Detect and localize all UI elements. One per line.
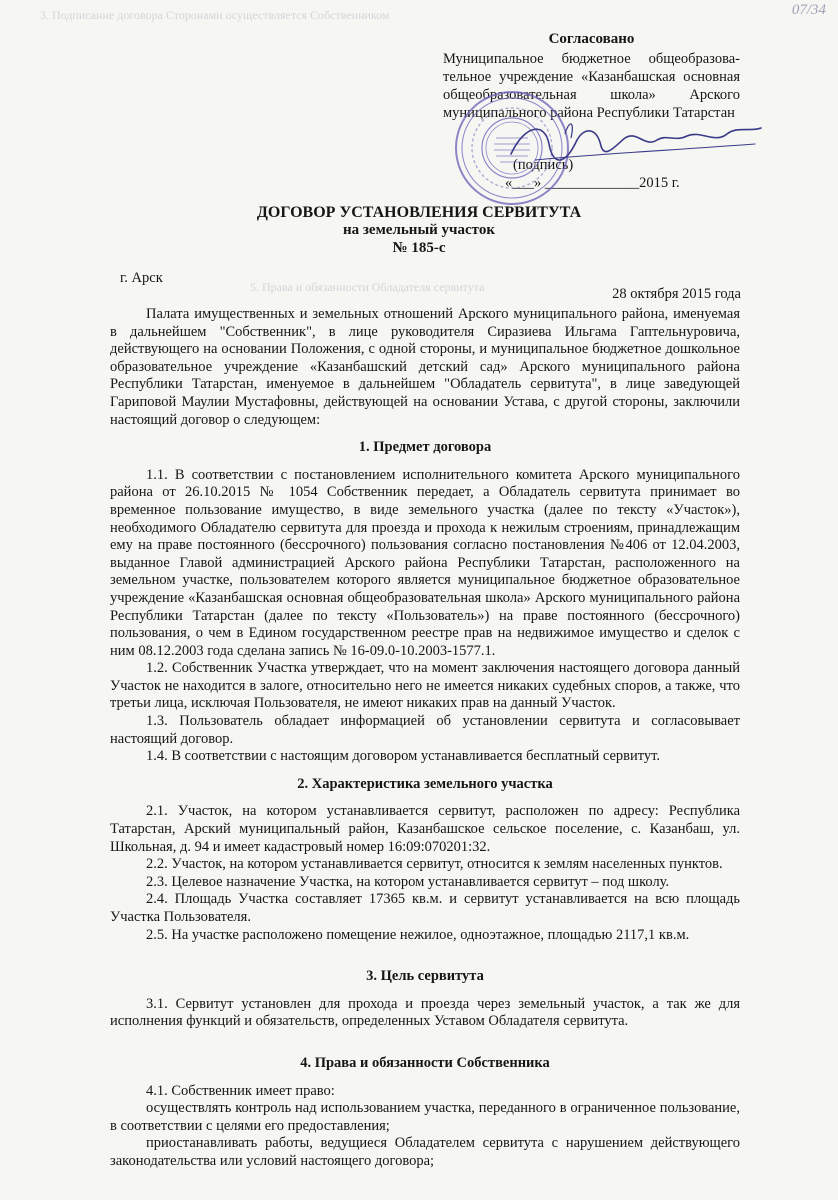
document-number: № 185-с — [392, 240, 446, 256]
section-title: 2. Характеристика земельного участка — [297, 775, 553, 792]
clause-paragraph: 2.5. На участке расположено помещение нежилое, одноэтажное, площадью 2117,1 кв.м. — [146, 926, 690, 943]
document-subtitle: на земельный участок — [343, 222, 495, 238]
clause-paragraph: 2.4. Площадь Участка составляет 17365 кв.м. и сервитут устанавливается на всю площадь Участка Пользователя. — [110, 891, 740, 925]
approval-title: Согласовано — [548, 31, 635, 47]
handwritten-signature — [505, 114, 765, 174]
section-title: 3. Цель сервитута — [366, 968, 484, 985]
clause-paragraph: 1.3. Пользователь обладает информацией об установлении сервитута и согласовывает настоящий договор. — [110, 713, 740, 747]
clause-paragraph: осуществлять контроль над использованием участка, переданного в ограниченное пользование, в соответствии с целями его предоставления; — [110, 1100, 740, 1134]
approval-date-line: «___» _____________2015 г. — [505, 175, 680, 191]
section-title: 1. Предмет договора — [358, 439, 492, 456]
place-of-signing: г. Арск — [120, 270, 163, 286]
document-body — [110, 306, 740, 1171]
clause-paragraph: 2.1. Участок, на котором устанавливается сервитут, расположен по адресу: Республика Татарстан, Арский муниципальный район, Казанбашское сельское поселение, с. Казанбаш, ул. Школьная, д. 94 и имеет кадастровый номер 16:09:070201:32. — [110, 803, 740, 855]
corner-handwritten-note: 07/34 — [791, 2, 826, 18]
intro-paragraph: Палата имущественных и земельных отношений Арского муниципального района, именуемая в дальнейшем "Собственник", в лице руководителя Сиразиева Ильгама Гаптельнуровича, действующего на основании Положения, с одной стороны, и муниципальное бюджетное дошкольное образовательное учреждение «Казанбашский детский сад» Арского муниципального района Республики Татарстан, именуемое в дальнейшем "Обладатель сервитута", в лице заведующей Гариповой Маулии Мустафовны, действующей на основании Устава, с другой стороны, заключили настоящий договор о следующем: — [110, 306, 740, 428]
clause-paragraph: 1.1. В соответствии с постановлением исполнительного комитета Арского муниципального района от 26.10.2015 № 1054 Собственник передает, а Обладатель сервитута принимает во временное пользование имущество, в виде земельного участка (далее по тексту «Участок»), необходимого Обладателю сервитута для проезда и прохода к нежилым строениям, принадлежащим ему на праве постоянного (бессрочного) пользования согласно постановления №406 от 12.04.2003, выданное Главой администрацией Арского района Республики Татарстан, расположенного на земельном участке, пользователем которого является муниципальное бюджетное образовательное учреждение «Казанбашская основная общеобразовательная школа» Арского муниципального района Республики Татарстан (далее по тексту «Пользователь») на праве постоянного (бессрочного) пользования, о чем в Едином государственном реестре прав на недвижимое имущество и сделок с ним 08.12.2003 года сделана запись № 16-09.0-10.2003-1577.1. — [110, 466, 740, 659]
clause-paragraph: 4.1. Собственник имеет право: — [146, 1082, 335, 1099]
bleed-through-text: 5. Права и обязанности Обладателя сервитута — [250, 280, 485, 294]
section-title: 4. Права и обязанности Собственника — [300, 1054, 550, 1071]
clause-paragraph: приостанавливать работы, ведущиеся Обладателем сервитута с нарушением действующего законодательства или условий настоящего договора; — [110, 1135, 740, 1169]
clause-paragraph: 2.3. Целевое назначение Участка, на котором устанавливается сервитут – под школу. — [146, 873, 670, 890]
document-date: 28 октября 2015 года — [612, 286, 741, 302]
clause-paragraph: 2.2. Участок, на котором устанавливается сервитут, относится к землям населенных пунктов. — [146, 856, 723, 873]
approval-body: Муниципальное бюджетное общеобразова-тельное учреждение «Казанбашская основная общеобразовательная школа» Арского муниципального района Республики Татарстан — [443, 51, 740, 121]
clause-paragraph: 3.1. Сервитут установлен для прохода и проезда через земельный участок, а так же для исполнения функций и обязательств, определенных Уставом Обладателя сервитута. — [110, 995, 740, 1030]
clause-paragraph: 1.4. В соответствии с настоящим договором устанавливается бесплатный сервитут. — [146, 748, 661, 765]
bleed-through-text: 3. Подписание договора Сторонами осуществляется Собственником — [40, 8, 390, 22]
clause-paragraph: 1.2. Собственник Участка утверждает, что на момент заключения настоящего договора данный Участок не находится в залоге, относительно него не имеется никаких судебных споров, а также, что третьи лица, исключая Пользователя, не имеют никаких прав на данный Участок. — [110, 660, 740, 712]
signature-label: (подпись) — [513, 157, 574, 173]
document-title: ДОГОВОР УСТАНОВЛЕНИЯ СЕРВИТУТА — [256, 204, 582, 221]
